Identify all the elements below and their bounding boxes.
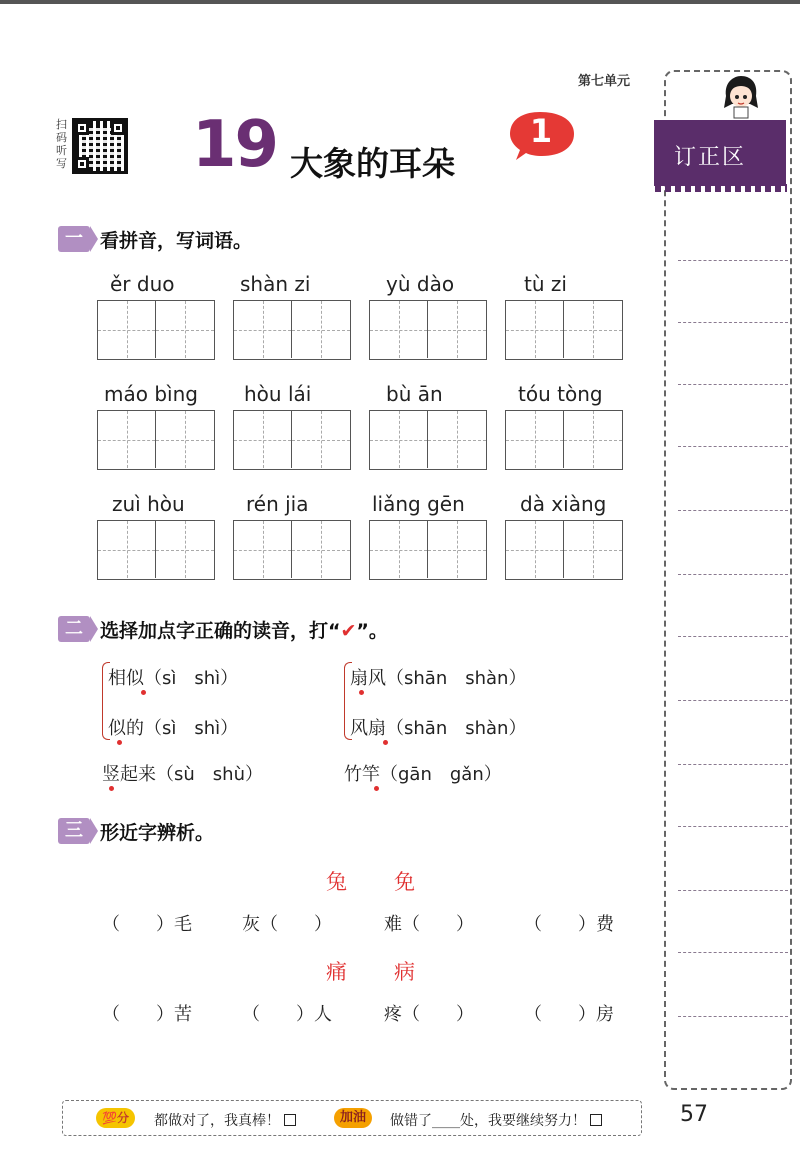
- emphasis-dot: [374, 786, 379, 791]
- fill-blank[interactable]: 疼（ ）: [384, 1004, 474, 1025]
- reading-options[interactable]: （sì shì）: [144, 668, 239, 689]
- fill-blank[interactable]: （ ）苦: [102, 1004, 192, 1025]
- emphasis-dot: [117, 740, 122, 745]
- section-2-title-pre: 选择加点字正确的读音，打“: [100, 620, 341, 642]
- pinyin-label: liǎng gēn: [372, 492, 465, 516]
- pinyin-label: rén jia: [246, 492, 309, 516]
- reading-item: [344, 760, 502, 786]
- writing-box[interactable]: [505, 520, 623, 580]
- section-2-title: [100, 616, 388, 643]
- writing-box[interactable]: [97, 520, 215, 580]
- full-score-badge: 💯分: [96, 1108, 135, 1128]
- mistakes-checkbox[interactable]: [590, 1114, 602, 1126]
- correction-line[interactable]: [678, 510, 788, 511]
- fill-blank[interactable]: （ ）毛: [102, 914, 192, 935]
- correction-line[interactable]: [678, 384, 788, 385]
- unit-label: 第七单元: [578, 74, 631, 89]
- girl-mascot-icon: [720, 74, 762, 120]
- emphasis-dot: [383, 740, 388, 745]
- reading-options[interactable]: （shān shàn）: [386, 668, 527, 689]
- correction-line[interactable]: [678, 636, 788, 637]
- writing-box[interactable]: [97, 410, 215, 470]
- correction-line[interactable]: [678, 446, 788, 447]
- correction-title: 订正区: [674, 145, 747, 170]
- pinyin-label: ěr duo: [110, 272, 175, 296]
- reading-item: [108, 714, 238, 740]
- reading-word: 相似: [108, 668, 144, 689]
- section-3-badge: 三: [58, 818, 90, 844]
- section-2-title-post: ”。: [356, 620, 388, 642]
- correction-line[interactable]: [678, 764, 788, 765]
- part-number: 1: [529, 112, 553, 150]
- correction-area: [664, 70, 792, 1090]
- similar-char: 免: [394, 870, 415, 894]
- reading-options[interactable]: （sù shù）: [156, 764, 263, 785]
- reading-word: 似的: [108, 718, 144, 739]
- correction-line[interactable]: [678, 1016, 788, 1017]
- mistakes-text: 做错了____处，我要继续努力！: [390, 1110, 602, 1130]
- correction-line[interactable]: [678, 700, 788, 701]
- reading-word: 风扇: [350, 718, 386, 739]
- section-1-title: 看拼音，写词语。: [100, 230, 253, 252]
- lesson-title: 大象的耳朵: [290, 144, 455, 183]
- reading-word: 竖起来: [102, 764, 156, 785]
- pinyin-label: dà xiàng: [520, 492, 607, 516]
- writing-box[interactable]: [233, 520, 351, 580]
- pinyin-label: tù zi: [524, 272, 567, 296]
- writing-box[interactable]: [369, 410, 487, 470]
- pinyin-label: tóu tòng: [518, 382, 603, 406]
- all-correct-text: 都做对了，我真棒！: [154, 1110, 296, 1130]
- check-mark-icon: ✔: [340, 620, 357, 642]
- similar-char: 痛: [326, 960, 347, 984]
- reading-item: [350, 664, 526, 690]
- pinyin-label: hòu lái: [244, 382, 312, 406]
- emphasis-dot: [109, 786, 114, 791]
- reading-word: 扇风: [350, 668, 386, 689]
- writing-box[interactable]: [97, 300, 215, 360]
- pinyin-label: bù ān: [386, 382, 443, 406]
- reading-item: [102, 760, 263, 786]
- correction-line[interactable]: [678, 890, 788, 891]
- reading-item: [108, 664, 238, 690]
- writing-box[interactable]: [233, 300, 351, 360]
- writing-box[interactable]: [505, 410, 623, 470]
- fill-blank[interactable]: 灰（ ）: [242, 914, 332, 935]
- section-1-badge: 一: [58, 226, 90, 252]
- fill-blank[interactable]: （ ）人: [242, 1004, 332, 1025]
- writing-box[interactable]: [505, 300, 623, 360]
- correction-line[interactable]: [678, 826, 788, 827]
- top-rule: [0, 0, 800, 4]
- pinyin-label: zuì hòu: [112, 492, 185, 516]
- cheer-badge: 加油: [334, 1108, 372, 1128]
- similar-char: 兔: [326, 870, 347, 894]
- pinyin-label: yù dào: [386, 272, 455, 296]
- reading-options[interactable]: （gān gǎn）: [380, 764, 502, 785]
- reading-item: [350, 714, 526, 740]
- section-3-title: 形近字辨析。: [100, 822, 215, 844]
- part-bubble-icon: [510, 110, 576, 162]
- correction-line[interactable]: [678, 322, 788, 323]
- pinyin-label: shàn zi: [240, 272, 311, 296]
- writing-box[interactable]: [369, 520, 487, 580]
- writing-box[interactable]: [233, 410, 351, 470]
- reading-word: 竹竿: [344, 764, 380, 785]
- correction-line[interactable]: [678, 574, 788, 575]
- scan-listen-label: 扫码听写: [56, 118, 67, 170]
- fill-blank[interactable]: （ ）费: [524, 914, 614, 935]
- emphasis-dot: [359, 690, 364, 695]
- fill-blank[interactable]: （ ）房: [524, 1004, 614, 1025]
- reading-options[interactable]: （shān shàn）: [386, 718, 527, 739]
- qr-code-icon[interactable]: [72, 118, 128, 174]
- page-number: 57: [680, 1102, 708, 1127]
- pinyin-label: máo bìng: [104, 382, 198, 406]
- fill-blank[interactable]: 难（ ）: [384, 914, 474, 935]
- lesson-number: 19: [192, 108, 278, 182]
- similar-char: 病: [394, 960, 415, 984]
- section-2-badge: 二: [58, 616, 90, 642]
- correction-line[interactable]: [678, 260, 788, 261]
- correction-line[interactable]: [678, 952, 788, 953]
- all-correct-checkbox[interactable]: [284, 1114, 296, 1126]
- emphasis-dot: [141, 690, 146, 695]
- writing-box[interactable]: [369, 300, 487, 360]
- reading-options[interactable]: （sì shì）: [144, 718, 239, 739]
